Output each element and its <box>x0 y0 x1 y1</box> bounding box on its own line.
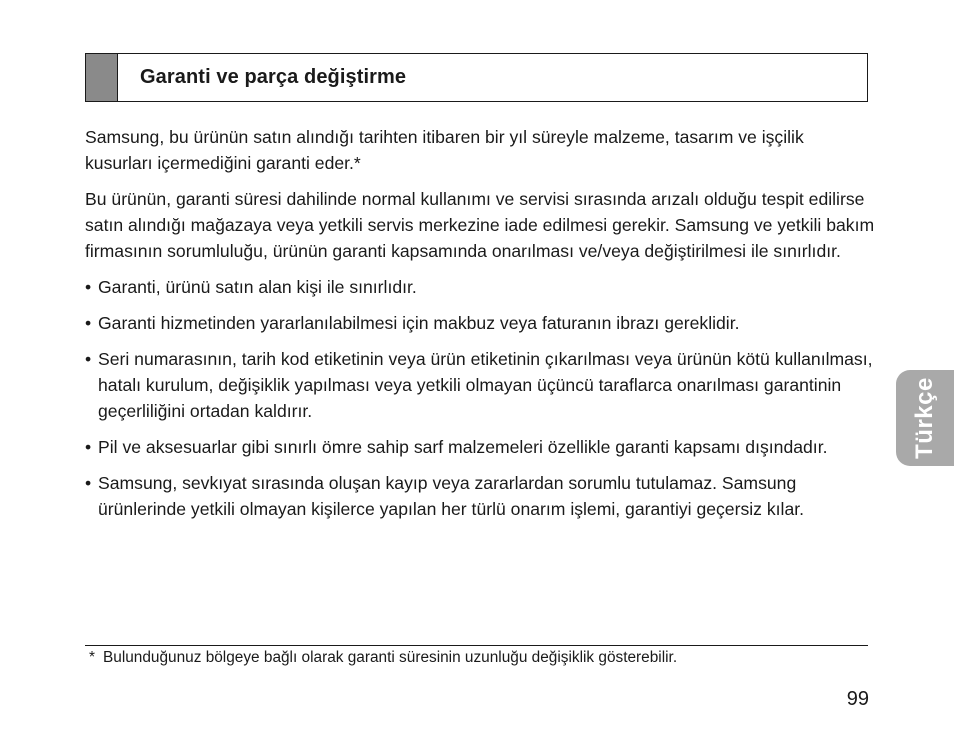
paragraph-warranty-service: Bu ürünün, garanti süresi dahilinde normal kullanımı ve servisi sırasında arızalı olduğu tespit edilirse satın alındığı mağazaya veya yetkili servis merkezine iade edilmesi gerekir. Samsung ve yetkili bakım firmasının sorumluluğu, ürünün garanti kapsamında onarılması ve/veya değiştirilmesi ile sınırlıdır. <box>85 189 875 261</box>
footnote-divider <box>85 645 868 646</box>
bullet-marker: • <box>85 437 92 457</box>
list-item-text: Garanti hizmetinden yararlanılabilmesi için makbuz veya faturanın ibrazı gereklidir. <box>98 313 740 333</box>
list-item <box>85 434 875 460</box>
list-item-text: Seri numarasının, tarih kod etiketinin veya ürün etiketinin çıkarılması veya ürünün kötü kullanılması, hatalı kurulum, değişiklik yapılması veya yetkili olmayan üçüncü taraflarca onarılması garantinin geçerliliğini ortadan kaldırır. <box>98 349 873 421</box>
footnote-text: Bulunduğunuz bölgeye bağlı olarak garanti süresinin uzunluğu değişiklik gösterebilir. <box>103 649 678 666</box>
footnote <box>89 648 677 668</box>
footnote-marker: * <box>89 649 95 666</box>
list-item <box>85 346 875 424</box>
list-item <box>85 470 875 522</box>
page-number: 99 <box>846 688 869 710</box>
paragraph-warranty-intro: Samsung, bu ürünün satın alındığı tarihten itibaren bir yıl süreyle malzeme, tasarım ve işçilik kusurları içermediğini garanti eder.* <box>85 127 804 173</box>
section-title: Garanti ve parça değiştirme <box>140 66 407 88</box>
bullet-list <box>85 274 875 522</box>
bullet-marker: • <box>85 313 92 333</box>
language-tab <box>896 370 954 466</box>
bullet-marker: • <box>85 277 92 297</box>
language-tab-label: Türkçe <box>911 377 939 459</box>
bullet-marker: • <box>85 473 92 493</box>
bullet-marker: • <box>85 349 92 369</box>
list-item <box>85 274 875 300</box>
list-item-text: Samsung, sevkıyat sırasında oluşan kayıp veya zararlardan sorumlu tutulamaz. Samsung ürünlerinde yetkili olmayan kişilerce yapılan her türlü onarım işlemi, garantiyi geçersiz kılar. <box>98 473 805 519</box>
section-heading <box>85 53 868 102</box>
body-content <box>85 124 875 532</box>
list-item-text: Garanti, ürünü satın alan kişi ile sınırlıdır. <box>98 277 417 297</box>
list-item-text: Pil ve aksesuarlar gibi sınırlı ömre sahip sarf malzemeleri özellikle garanti kapsamı dışındadır. <box>98 437 828 457</box>
list-item <box>85 310 875 336</box>
heading-marker-block <box>86 54 118 101</box>
